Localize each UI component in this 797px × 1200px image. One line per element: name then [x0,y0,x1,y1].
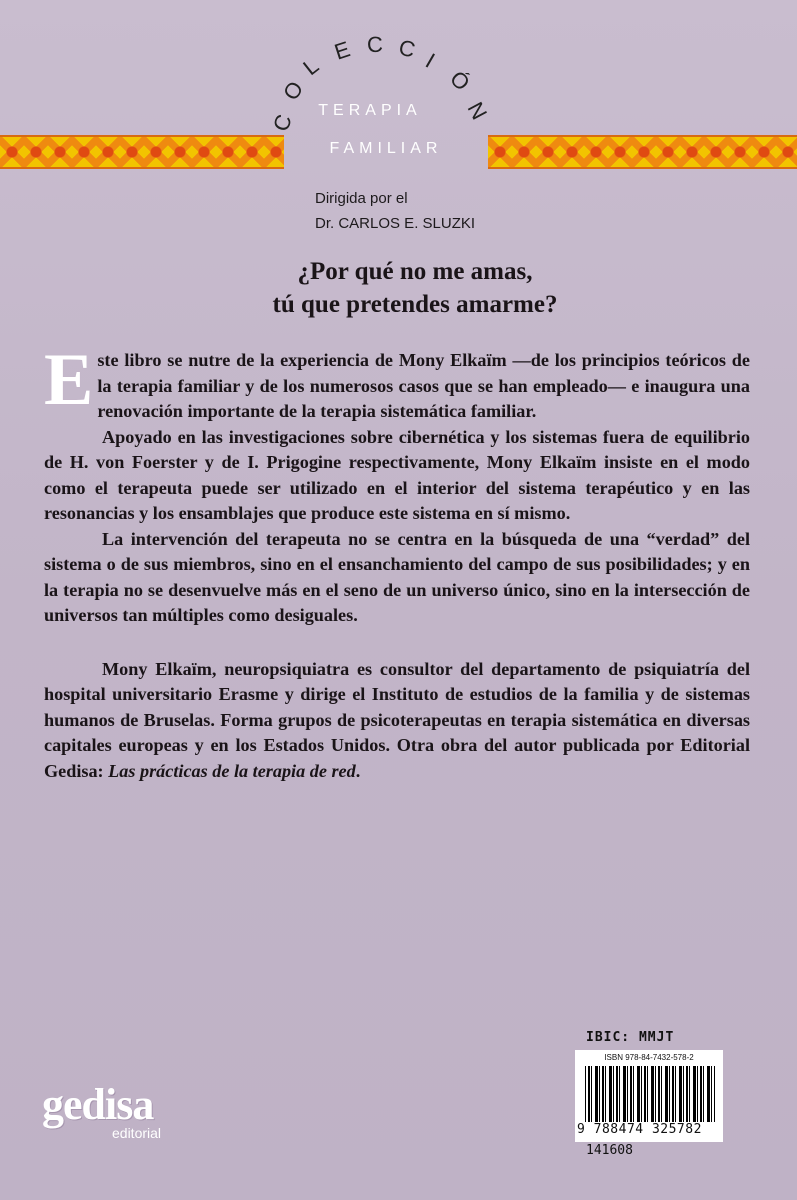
author-bio [44,657,750,785]
paragraph-text: ste libro se nutre de la experiencia de Mony Elkaïm —de los principios teóricos de la terapia familiar y de los numerosos casos que se han empleado— e inaugura una renovación importante de la terapia sistemática familiar. [97,350,750,421]
arc-letter: E [331,36,354,65]
title-line: tú que pretendes amarme? [272,291,558,318]
ean-number: 9 788474 325782 [577,1122,723,1137]
bio-text: Mony Elkaïm, neuropsiquiatra es consultor del departamento de psiquiatría del hospital universitario Erasme y dirige el Instituto de estudios de la familia y de sistemas humanos de Bruselas. Forma grupos de psicoterapeutas en terapia sistemática en diversas capitales europeas y en los Estados Unidos. Otra obra del autor publicada por Editorial Gedisa: [44,658,750,781]
arc-letter: L [298,52,324,81]
synopsis-paragraph: La intervención del terapeuta no se centra en la búsqueda de una “verdad” del sistema o de sus miembros, sino en el ensanchamiento del campo de sus posibilidades; y en la terapia no se desenvuelve más en el seno de un universo único, sino en la intersección de universos tan múltiples como desiguales. [44,528,750,625]
related-book-title: Las prácticas de la terapia de red [108,760,356,781]
series-director [315,186,475,236]
series-name-line2: FAMILIAR [329,140,443,157]
bio-end: . [355,760,361,781]
arc-letter: O [278,76,309,105]
arc-letter: C [366,31,384,58]
director-name: Dr. CARLOS E. SLUZKI [315,215,476,232]
internal-code: 141608 [586,1143,633,1158]
series-arc-title [255,30,515,140]
arc-letter: C [268,111,297,135]
decorative-band-right [488,135,797,169]
director-line: Dirigida por el [315,190,408,207]
barcode [575,1050,723,1142]
book-title-question [180,255,650,321]
arc-letter: C [396,34,418,63]
synopsis-paragraph [44,339,750,425]
series-name-line1: TERAPIA [318,102,422,119]
ibic-code: IBIC: MMJT [586,1030,675,1045]
barcode-bars [585,1066,715,1124]
title-line: ¿Por qué no me amas, [297,258,533,285]
synopsis [44,339,750,784]
synopsis-paragraph: Apoyado en las investigaciones sobre cibernética y los sistemas fuera de equilibrio de H. von Foerster y de I. Prigogine respectivamente, Mony Elkaïm insiste en el modo como el terapeuta puede ser utilizado en el interior del sistema terapéutico y en las resonancias y los ensamblajes que produce este sistema en sí mismo. [44,426,750,523]
arc-letter: Ó [444,65,475,96]
decorative-band-left [0,135,284,169]
arc-letter: I [421,48,440,73]
isbn-label: ISBN 978-84-7432-578-2 [604,1053,694,1062]
arc-letter: N [462,97,493,124]
publisher-logo-subtitle: editorial [112,1125,162,1141]
drop-cap: E [44,339,94,421]
publisher-logo: gedisa [42,1080,154,1129]
